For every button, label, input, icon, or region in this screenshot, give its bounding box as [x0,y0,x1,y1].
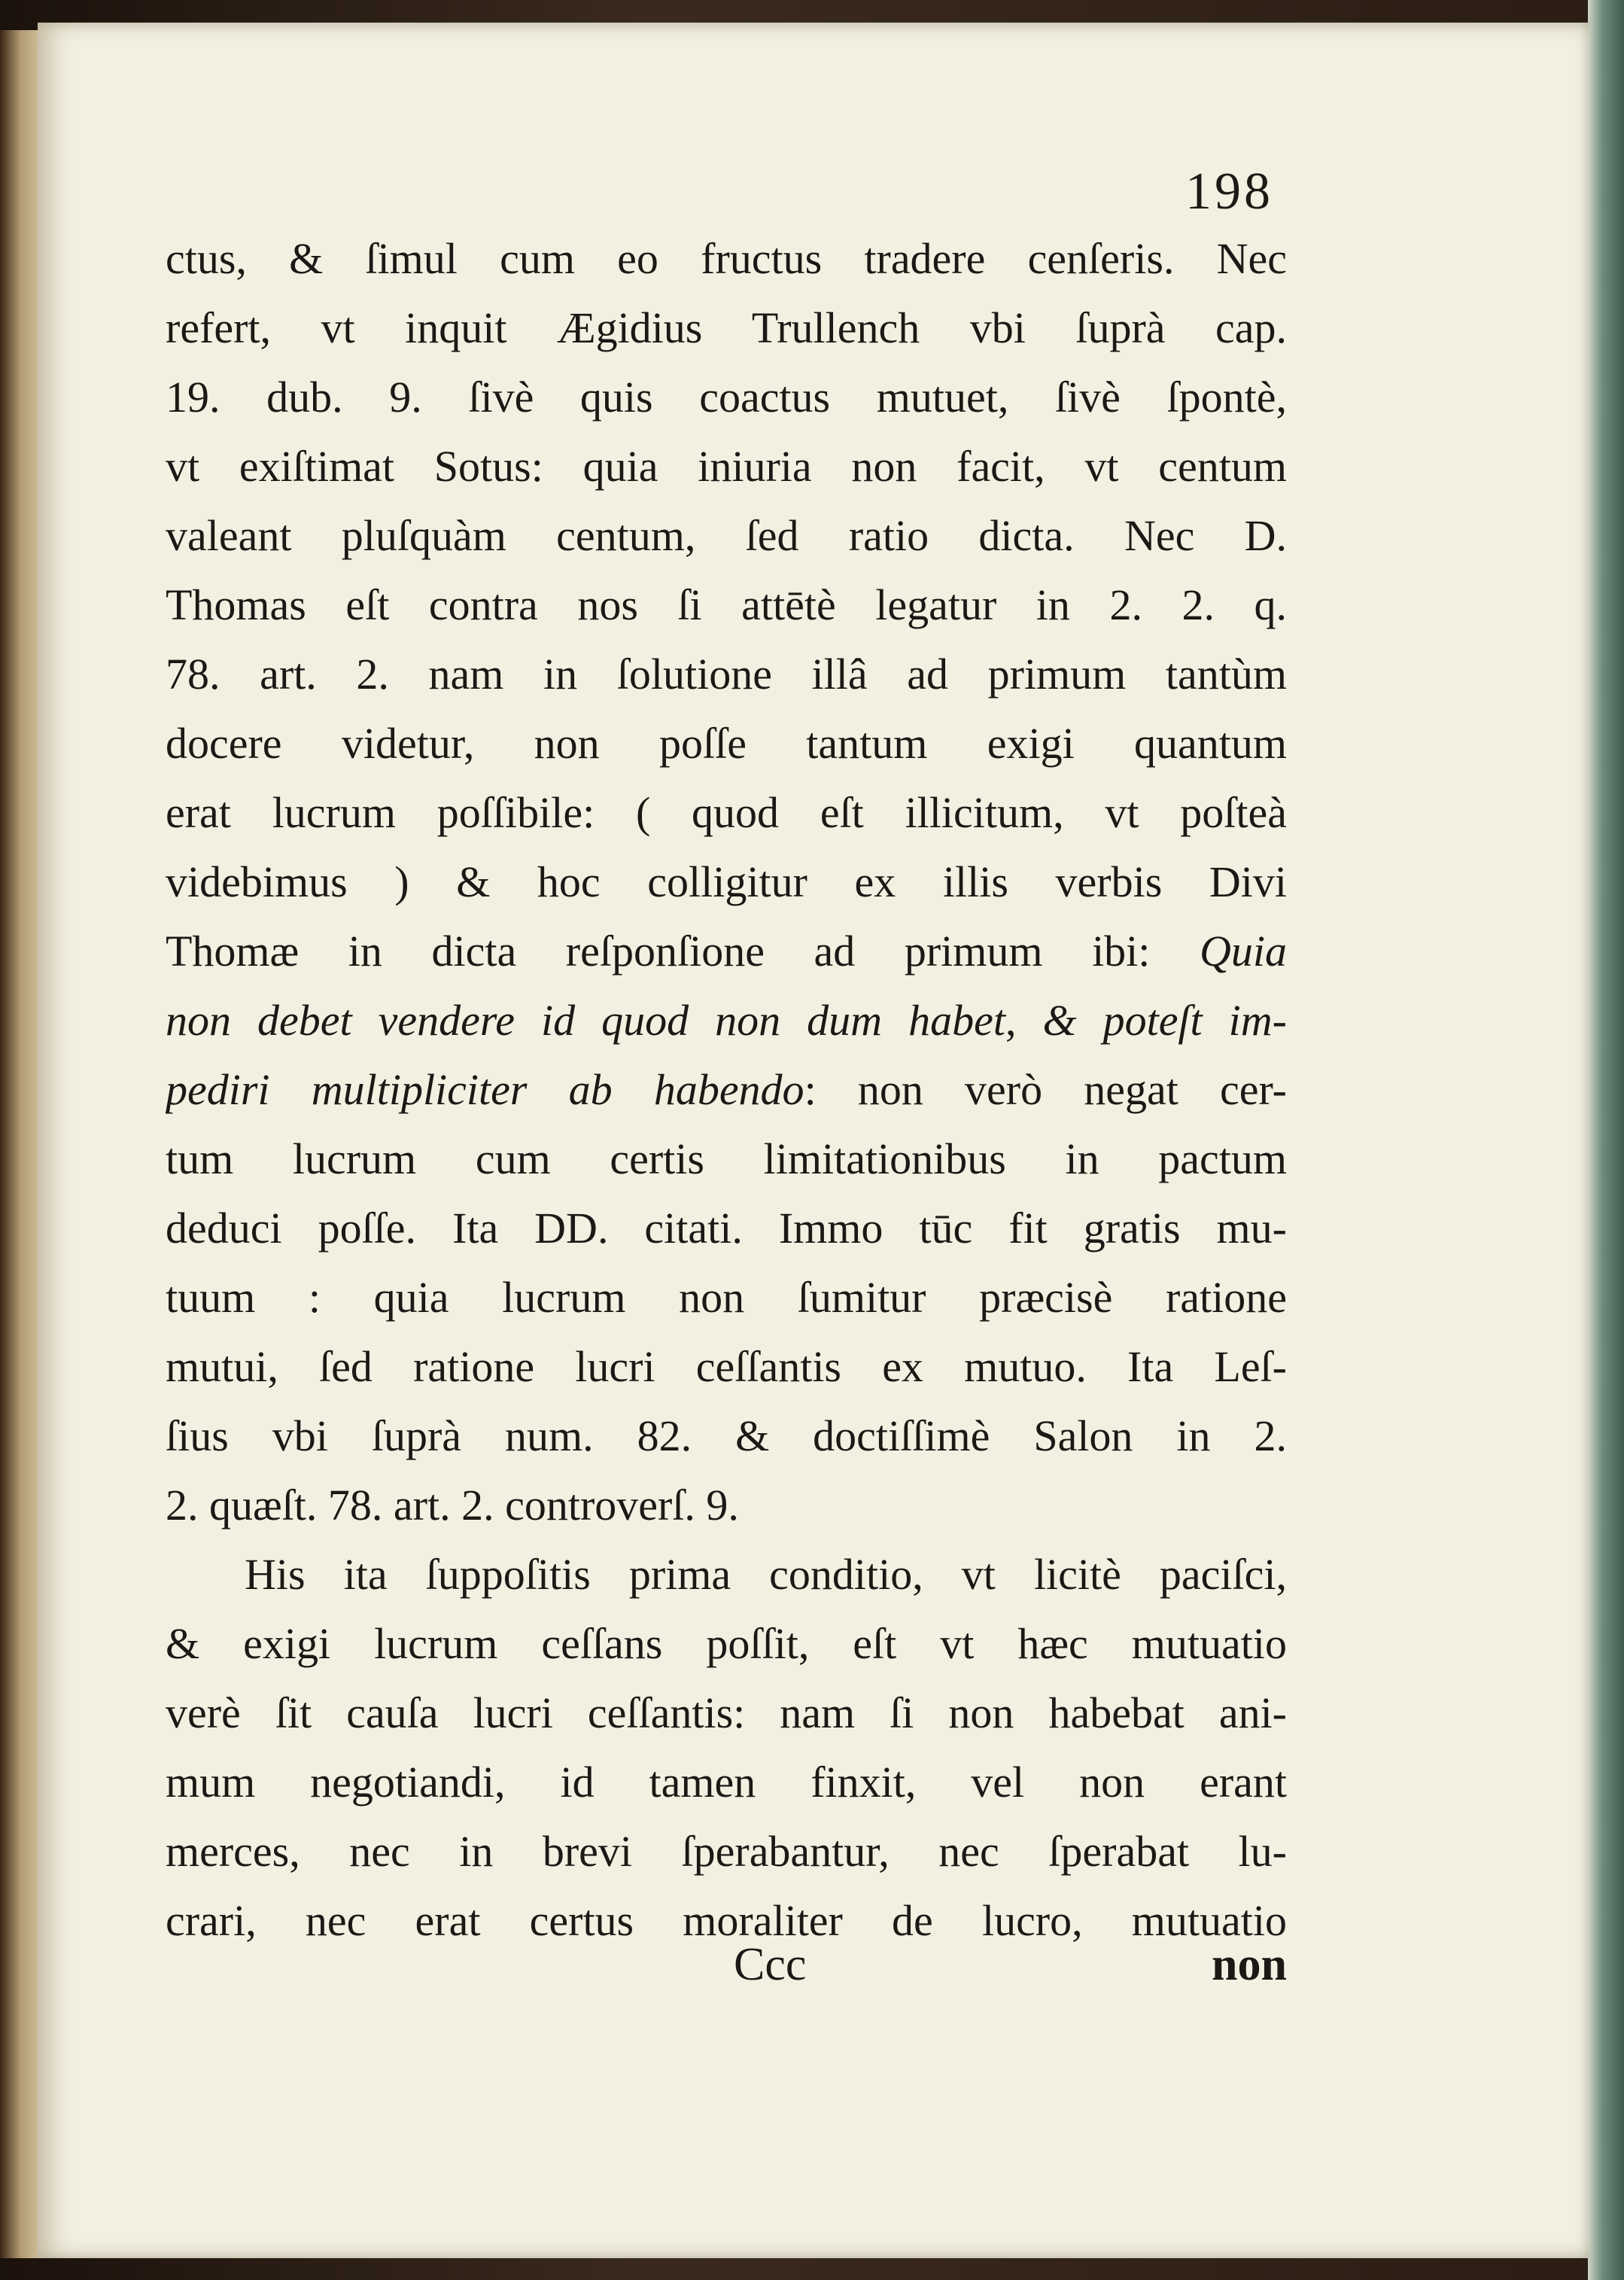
italic-quote: & poteſt im- [1042,996,1287,1045]
text-line: verè ſit cauſa lucri ceſſantis: nam ſi non habebat ani- [166,1688,1287,1737]
text-line: vt exiſtimat Sotus: quia iniuria non facit, vt centum [166,442,1287,491]
italic-quote: pediri multipliciter ab habendo [166,1065,804,1114]
body-text [166,224,1287,1956]
italic-quote: Quia [1200,927,1287,976]
text-line: 78. art. 2. nam in ſolutione illâ ad primum tantùm [166,650,1287,699]
page-fore-edge [1588,0,1624,2280]
text-line: 2. quæſt. 78. art. 2. controverſ. 9. [166,1481,739,1530]
text-line: valeant pluſquàm centum, ſed ratio dicta. Nec D. [166,511,1287,560]
text-line: erat lucrum poſſibile: ( quod eſt illicitum, vt poſteà [166,788,1287,837]
text-line: videbimus ) & hoc colligitur ex illis verbis Divi [166,857,1287,906]
catchword: non [1212,1939,1287,1990]
text-line: tuum : quia lucrum non ſumitur præcisè ratione [166,1273,1287,1322]
text-line: Thomas eſt contra nos ſi attētè legatur in 2. 2. q. [166,580,1287,629]
text-line: crari, nec erat certus moraliter de lucro, mutuatio [166,1896,1287,1945]
text-line: mum negotiandi, id tamen finxit, vel non erant [166,1758,1287,1807]
text-segment: Thomæ in dicta reſponſione ad primum ibi: [166,927,1151,976]
paragraph-start-line: His ita ſuppoſitis prima conditio, vt licitè paciſci, [245,1550,1287,1599]
text-line: & exigi lucrum ceſſans poſſit, eſt vt hæc mutuatio [166,1619,1287,1668]
text-line: ctus, & ſimul cum eo fructus tradere cenſeris. Nec [166,234,1287,283]
text-line: ſius vbi ſuprà num. 82. & doctiſſimè Salon in 2. [166,1411,1287,1460]
text-line: deduci poſſe. Ita DD. citati. Immo tūc fit gratis mu- [166,1204,1287,1253]
signature-mark: Ccc [734,1939,807,1990]
italic-quote: non debet vendere id quod non dum habet [166,996,1005,1045]
page-footer [166,1938,1287,1998]
text-line: merces, nec in brevi ſperabantur, nec ſperabat lu- [166,1827,1287,1876]
italic-quote-line: non debet vendere id quod non dum habet, & poteſt im- [166,996,1287,1045]
page-number: 198 [1185,163,1273,221]
text-line-with-quote [166,917,1287,986]
text-line: tum lucrum cum certis limitationibus in pactum [166,1134,1287,1183]
text-line: mutui, ſed ratione lucri ceſſantis ex mutuo. Ita Leſ- [166,1342,1287,1391]
text-line: 19. dub. 9. ſivè quis coactus mutuet, ſivè ſpontè, [166,373,1287,422]
text-segment: : non verò negat cer- [804,1065,1287,1114]
text-line: docere videtur, non poſſe tantum exigi quantum [166,719,1287,768]
italic-quote-line [166,1055,1287,1125]
book-page [38,23,1589,2258]
text-line: refert, vt inquit Ægidius Trullench vbi ſuprà cap. [166,303,1287,352]
